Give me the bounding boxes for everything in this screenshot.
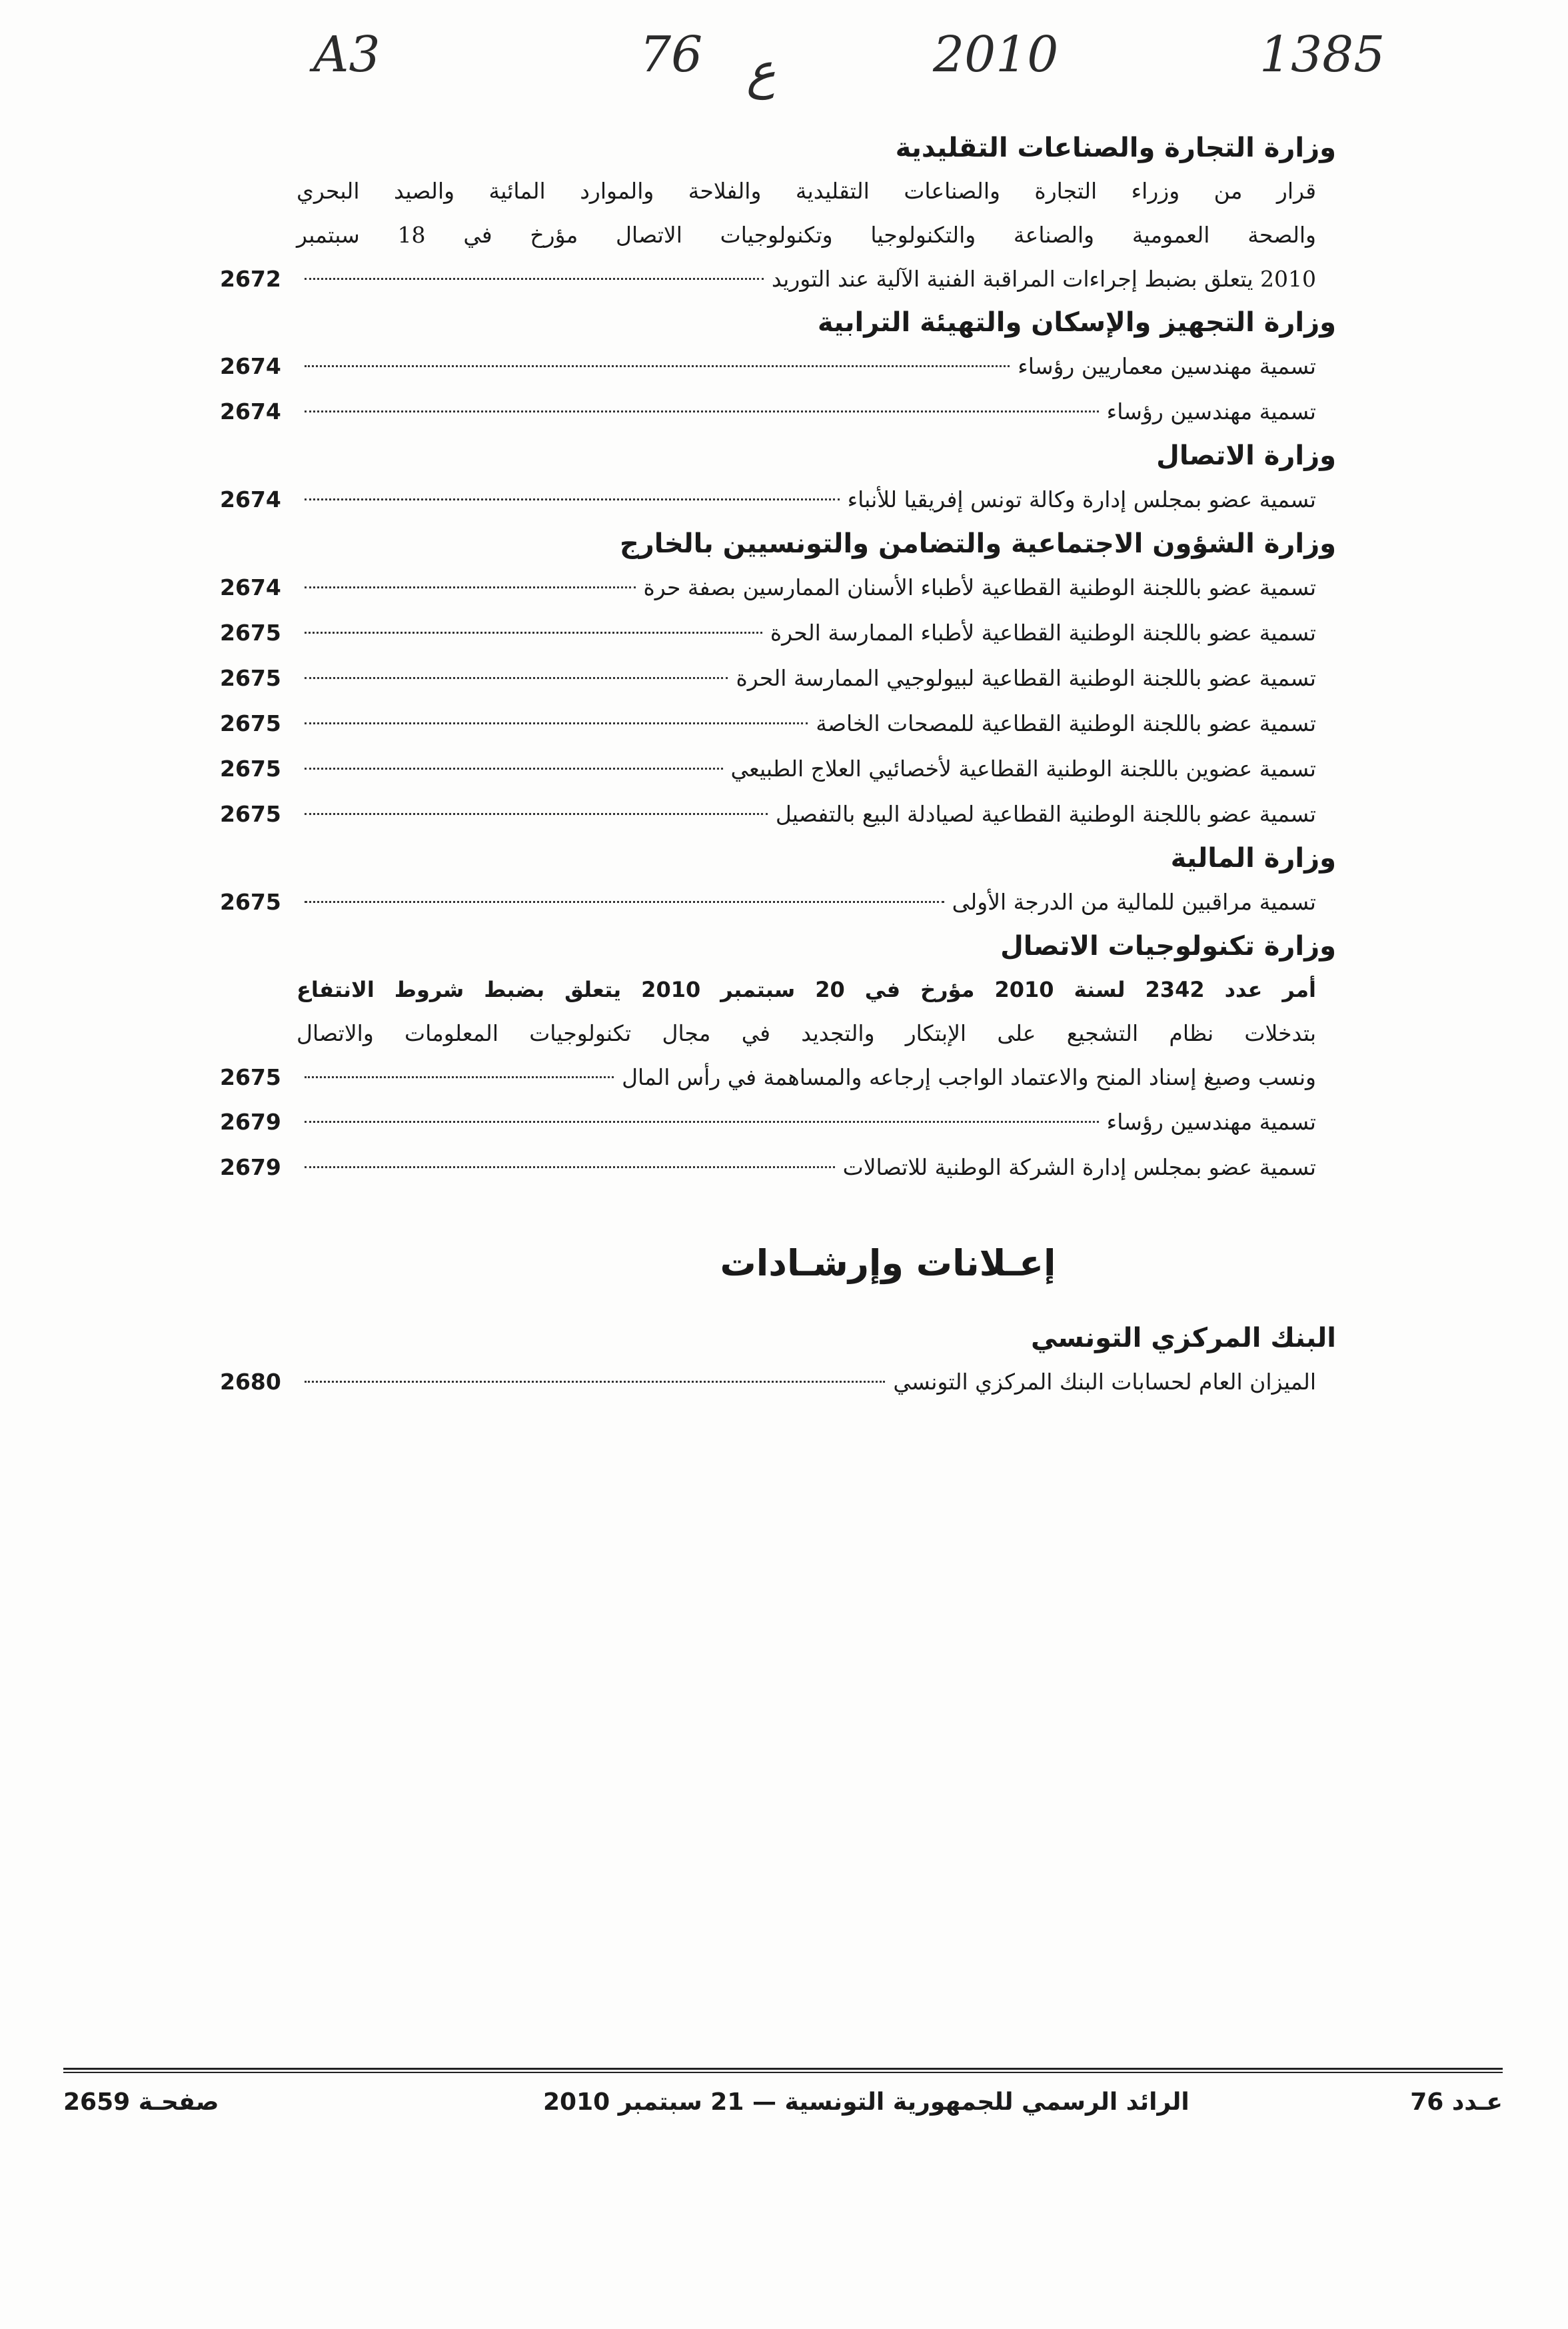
- page-number: 2675: [220, 801, 281, 827]
- dot-leader: [305, 1121, 1099, 1123]
- ministry-title: وزارة الاتصال: [1156, 440, 1336, 471]
- entry-line: قرار من وزراء التجارة والصناعات التقليدية والفلاحة والموارد المائية والصيد البحري: [297, 178, 1316, 204]
- dot-leader: [305, 365, 1010, 367]
- entry-title: تسمية عضو باللجنة الوطنية القطاعية لأطباء الأسنان الممارسين بصفة حرة: [643, 574, 1316, 600]
- toc-entry[interactable]: [220, 169, 1336, 301]
- ministry-section: [220, 127, 1336, 301]
- page-number: 2674: [220, 574, 281, 600]
- handwritten-mark-year: 2010: [933, 26, 1059, 83]
- dot-leader: [305, 632, 762, 634]
- toc-entry[interactable]: [220, 701, 1336, 746]
- page-number: 2679: [220, 1154, 281, 1180]
- toc-entry[interactable]: [220, 968, 1336, 1100]
- ministry-section: [220, 301, 1336, 434]
- handwritten-mark-a3: A3: [313, 26, 381, 83]
- page-number: 2674: [220, 486, 281, 512]
- entry-title: تسمية مهندسين رؤساء: [1106, 398, 1316, 424]
- toc-entry[interactable]: [220, 880, 1336, 925]
- footer-rule: [63, 2072, 1503, 2073]
- dot-leader: [305, 1381, 885, 1383]
- ministry-section: [220, 925, 1336, 1190]
- entry-title: تسمية عضو بمجلس إدارة وكالة تونس إفريقيا للأنباء: [847, 486, 1316, 512]
- toc-entry[interactable]: [220, 1100, 1336, 1145]
- ministry-section: [220, 837, 1336, 925]
- entry-title: تسمية عضوين باللجنة الوطنية القطاعية لأخصائيي العلاج الطبيعي: [730, 756, 1316, 782]
- toc-entry[interactable]: [220, 792, 1336, 837]
- page-number: 2674: [220, 353, 281, 379]
- dot-leader: [305, 901, 944, 903]
- ministry-section: [220, 434, 1336, 522]
- ministry-title: وزارة التجارة والصناعات التقليدية: [895, 133, 1336, 163]
- entry-title: تسمية مهندسين رؤساء: [1106, 1109, 1316, 1135]
- ministry-title: وزارة المالية: [1170, 843, 1336, 874]
- dot-leader: [305, 813, 768, 815]
- toc-entry[interactable]: [220, 389, 1336, 434]
- handwritten-mark-issue: 76: [640, 26, 703, 83]
- dot-leader: [305, 677, 728, 679]
- ministry-section: [220, 522, 1336, 837]
- toc-entry[interactable]: [220, 1359, 1336, 1405]
- page-number: 2675: [220, 1064, 281, 1090]
- section-heading: إعـلانات وإرشـادات: [720, 1242, 1056, 1284]
- dot-leader: [305, 1076, 614, 1078]
- page-number: 2675: [220, 756, 281, 782]
- toc-entry[interactable]: [220, 477, 1336, 522]
- dot-leader: [305, 768, 723, 770]
- toc-entry[interactable]: [220, 565, 1336, 610]
- toc-entry[interactable]: [220, 746, 1336, 792]
- footer-publication: الرائد الرسمي للجمهورية التونسية — 21 سبتمبر 2010: [543, 2088, 1189, 2116]
- toc-entry[interactable]: [220, 610, 1336, 656]
- table-of-contents: [220, 127, 1336, 1405]
- page-number: 2675: [220, 620, 281, 646]
- entry-title: تسمية عضو باللجنة الوطنية القطاعية لصيادلة البيع بالتفصيل: [775, 801, 1316, 827]
- dot-leader: [305, 278, 764, 280]
- ministry-title: وزارة التجهيز والإسكان والتهيئة الترابية: [817, 307, 1336, 338]
- dot-leader: [305, 586, 636, 588]
- footer-issue-number: عـدد 76: [1410, 2088, 1503, 2116]
- page-number: 2680: [220, 1369, 281, 1395]
- dot-leader: [305, 722, 808, 724]
- entry-line: 2010 يتعلق بضبط إجراءات المراقبة الفنية الآلية عند التوريد: [771, 266, 1316, 292]
- entry-title: تسمية مراقبين للمالية من الدرجة الأولى: [952, 889, 1316, 915]
- handwritten-mark-number: 1385: [1259, 26, 1385, 83]
- page-number: 2675: [220, 710, 281, 736]
- dot-leader: [305, 498, 840, 500]
- footer-rule: [63, 2068, 1503, 2070]
- page-number: 2675: [220, 889, 281, 915]
- toc-entry[interactable]: [220, 344, 1336, 389]
- entry-title: تسمية مهندسين معماريين رؤساء: [1018, 353, 1316, 379]
- entry-title: تسمية عضو باللجنة الوطنية القطاعية لأطباء الممارسة الحرة: [770, 620, 1316, 646]
- entry-title: الميزان العام لحسابات البنك المركزي التونسي: [893, 1369, 1316, 1395]
- page-number: 2672: [220, 266, 281, 292]
- entry-line: بتدخلات نظام التشجيع على الإبتكار والتجديد في مجال تكنولوجيات المعلومات والاتصال: [297, 1020, 1316, 1046]
- handwritten-mark-letter: ع: [746, 43, 776, 100]
- footer-page-number: صفحـة 2659: [63, 2088, 219, 2116]
- entry-line: أمر عدد 2342 لسنة 2010 مؤرخ في 20 سبتمبر 2010 يتعلق بضبط شروط الانتفاع: [297, 977, 1317, 1002]
- dot-leader: [305, 1166, 835, 1168]
- page-number: 2675: [220, 665, 281, 691]
- entry-line: ونسب وصيغ إسناد المنح والاعتماد الواجب إرجاعه والمساهمة في رأس المال: [622, 1064, 1316, 1090]
- entry-title: تسمية عضو باللجنة الوطنية القطاعية لبيولوجيي الممارسة الحرة: [736, 665, 1316, 691]
- toc-entry[interactable]: [220, 656, 1336, 701]
- page-number: 2679: [220, 1109, 281, 1135]
- entry-title: تسمية عضو بمجلس إدارة الشركة الوطنية للاتصالات: [842, 1154, 1316, 1180]
- entry-title: تسمية عضو باللجنة الوطنية القطاعية للمصحات الخاصة: [816, 710, 1316, 736]
- institution-title: البنك المركزي التونسي: [1030, 1323, 1336, 1353]
- entry-line: والصحة العمومية والصناعة والتكنولوجيا وتكنولوجيات الاتصال مؤرخ في 18 سبتمبر: [297, 222, 1316, 248]
- ministry-title: وزارة الشؤون الاجتماعية والتضامن والتونسيين بالخارج: [619, 528, 1336, 559]
- dot-leader: [305, 410, 1099, 412]
- ministry-title: وزارة تكنولوجيات الاتصال: [1000, 931, 1336, 962]
- ministry-section: [220, 1317, 1336, 1405]
- toc-entry[interactable]: [220, 1145, 1336, 1190]
- page-footer: [63, 2079, 1503, 2126]
- page-number: 2674: [220, 398, 281, 424]
